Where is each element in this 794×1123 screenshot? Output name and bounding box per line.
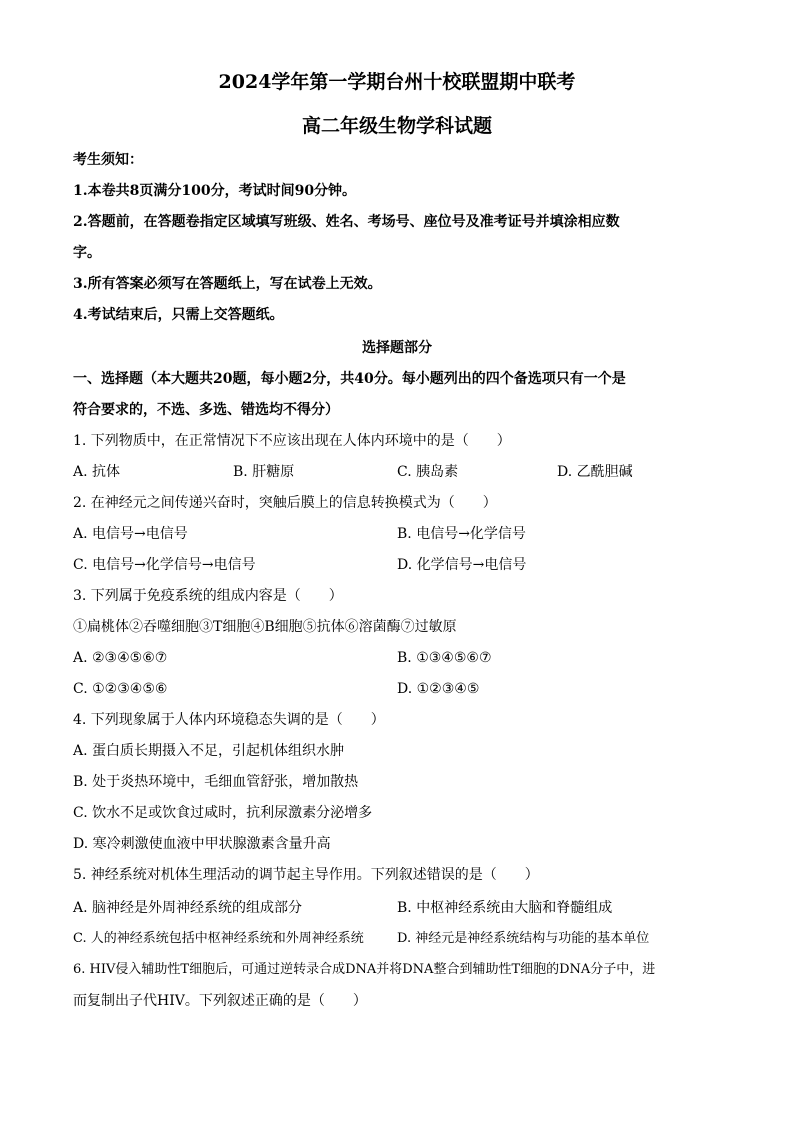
question-5-option-c: C. 人的神经系统包括中枢神经系统和外周神经系统: [73, 931, 364, 946]
question-1-option-a: A. 抗体: [73, 464, 121, 480]
question-4-option-c: C. 饮水不足或饮食过咸时，抗利尿激素分泌增多: [73, 805, 373, 821]
notice-item-4: 4.考试结束后，只需上交答题纸。: [73, 307, 284, 323]
notice-item-2-cont: 字。: [73, 245, 101, 261]
question-1-option-d: D. 乙酰胆碱: [557, 464, 633, 480]
question-4-stem: 4. 下列现象属于人体内环境稳态失调的是（ ）: [73, 712, 385, 728]
question-2-option-d: D. 化学信号→电信号: [397, 557, 527, 573]
question-3-stem: 3. 下列属于免疫系统的组成内容是（ ）: [73, 588, 343, 604]
part-title: 选择题部分: [362, 340, 432, 356]
exam-subtitle: 高二年级生物学科试题: [301, 115, 492, 137]
question-2-stem: 2. 在神经元之间传递兴奋时，突触后膜上的信息转换模式为（ ）: [73, 495, 497, 511]
question-5-option-d: D. 神经元是神经系统结构与功能的基本单位: [397, 931, 650, 946]
question-1-option-c: C. 胰岛素: [397, 464, 459, 480]
question-3-items: ①扁桃体②吞噬细胞③T细胞④B细胞⑤抗体⑥溶菌酶⑦过敏原: [73, 619, 457, 635]
question-1-option-b: B. 肝糖原: [233, 464, 295, 480]
notice-item-2: 2.答题前，在答题卷指定区域填写班级、姓名、考场号、座位号及准考证号并填涂相应数: [73, 214, 620, 230]
section-heading-cont: 符合要求的，不选、多选、错选均不得分）: [73, 402, 339, 418]
question-2-option-b: B. 电信号→化学信号: [397, 526, 526, 542]
question-2-option-a: A. 电信号→电信号: [73, 526, 188, 542]
question-4-option-d: D. 寒冷刺激使血液中甲状腺激素含量升高: [73, 836, 331, 852]
question-5-option-a: A. 脑神经是外周神经系统的组成部分: [73, 900, 303, 916]
question-3-option-c: C. ①②③④⑤⑥: [73, 681, 168, 697]
question-3-option-b: B. ①③④⑤⑥⑦: [397, 650, 492, 666]
notice-heading: 考生须知：: [73, 152, 143, 168]
question-1-stem: 1. 下列物质中，在正常情况下不应该出现在人体内环境中的是（ ）: [73, 433, 511, 449]
notice-item-1: 1.本卷共8页满分100分，考试时间90分钟。: [73, 183, 357, 199]
exam-title: 2024学年第一学期台州十校联盟期中联考: [218, 71, 576, 93]
question-4-option-a: A. 蛋白质长期摄入不足，引起机体组织水肿: [73, 743, 345, 759]
notice-item-3: 3.所有答案必须写在答题纸上，写在试卷上无效。: [73, 276, 382, 292]
question-3-option-d: D. ①②③④⑤: [397, 681, 480, 697]
question-3-option-a: A. ②③④⑤⑥⑦: [73, 650, 168, 666]
question-5-stem: 5. 神经系统对机体生理活动的调节起主导作用。下列叙述错误的是（ ）: [73, 867, 539, 883]
question-6-stem: 6. HIV侵入辅助性T细胞后，可通过逆转录合成DNA并将DNA整合到辅助性T细胞的DNA分子中，进: [73, 962, 656, 977]
section-heading: 一、选择题（本大题共20题，每小题2分，共40分。每小题列出的四个备选项只有一个是: [73, 371, 626, 387]
question-6-stem-cont: 而复制出子代HIV。下列叙述正确的是（ ）: [73, 993, 367, 1009]
question-4-option-b: B. 处于炎热环境中，毛细血管舒张，增加散热: [73, 774, 359, 790]
question-2-option-c: C. 电信号→化学信号→电信号: [73, 557, 256, 573]
question-5-option-b: B. 中枢神经系统由大脑和脊髓组成: [397, 900, 613, 916]
